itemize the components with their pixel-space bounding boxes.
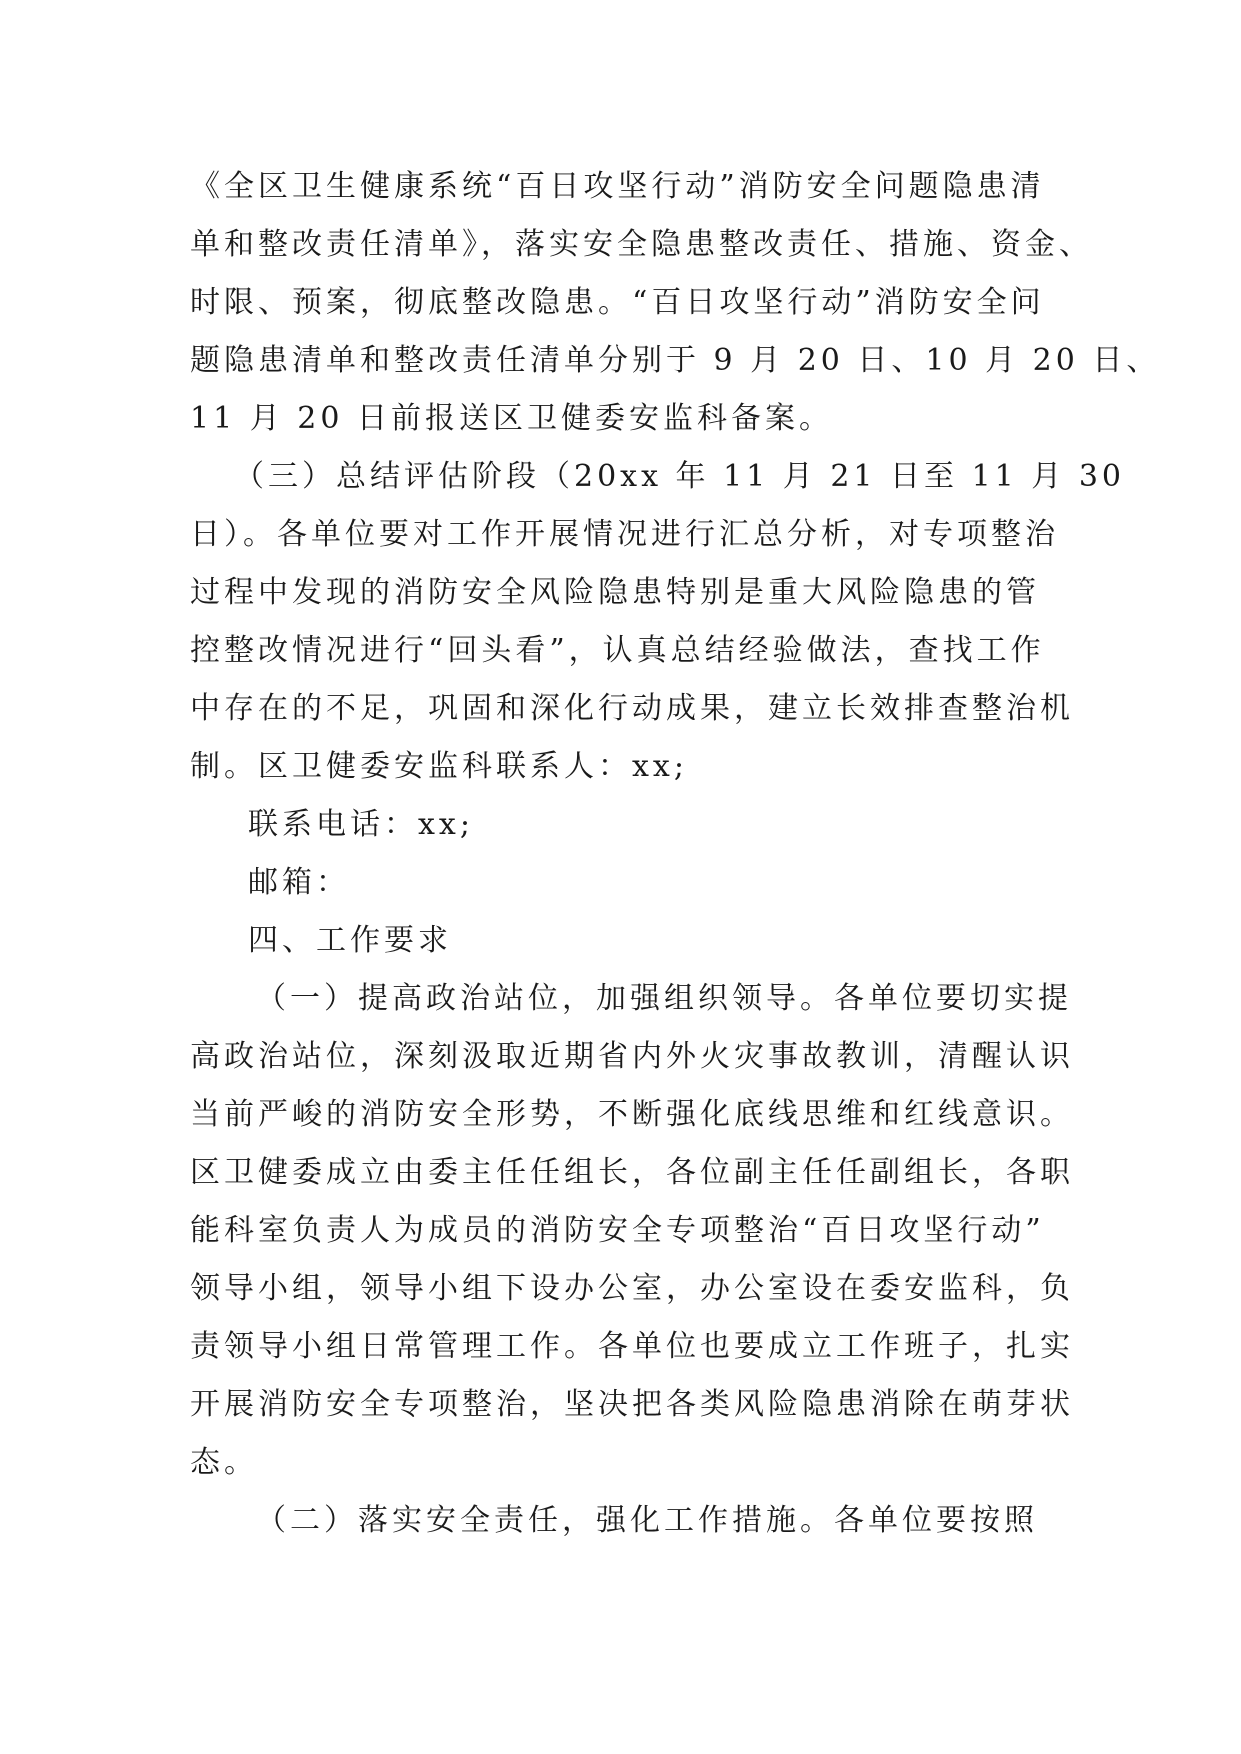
text-line: 开展消防安全专项整治，坚决把各类风险隐患消除在萌芽状 bbox=[190, 1387, 1074, 1422]
text-line: 高政治站位，深刻汲取近期省内外火灾事故教训，清醒认识 bbox=[190, 1039, 1074, 1074]
text-line: 题隐患清单和整改责任清单分别于 9 月 20 日、10 月 20 日、 bbox=[190, 343, 1161, 378]
text-line: 领导小组，领导小组下设办公室，办公室设在委安监科，负 bbox=[190, 1271, 1074, 1306]
text-line: 单和整改责任清单》，落实安全隐患整改责任、措施、资金、 bbox=[190, 227, 1093, 262]
text-line: 态。 bbox=[190, 1445, 258, 1480]
text-line: 过程中发现的消防安全风险隐患特别是重大风险隐患的管 bbox=[190, 575, 1040, 610]
text-line: 制。区卫健委安监科联系人：xx; bbox=[190, 749, 688, 784]
text-line: 能科室负责人为成员的消防安全专项整治“百日攻坚行动” bbox=[190, 1213, 1045, 1248]
text-line: 区卫健委成立由委主任任组长，各位副主任任副组长，各职 bbox=[190, 1155, 1074, 1190]
section-heading-line: （三）总结评估阶段（20xx 年 11 月 21 日至 11 月 30 bbox=[234, 459, 1125, 494]
text-line: 责领导小组日常管理工作。各单位也要成立工作班子，扎实 bbox=[190, 1329, 1074, 1364]
contact-phone-line: 联系电话：xx; bbox=[248, 807, 474, 842]
contact-email-line: 邮箱： bbox=[248, 865, 350, 900]
section-heading-line: （二）落实安全责任，强化工作措施。各单位要按照 bbox=[256, 1503, 1038, 1538]
text-line: 日）。各单位要对工作开展情况进行汇总分析，对专项整治 bbox=[190, 517, 1059, 552]
text-line: 《全区卫生健康系统“百日攻坚行动”消防安全问题隐患清 bbox=[190, 169, 1045, 204]
text-line: 中存在的不足，巩固和深化行动成果，建立长效排查整治机 bbox=[190, 691, 1074, 726]
section-title: 四、工作要求 bbox=[248, 923, 452, 958]
text-line: 当前严峻的消防安全形势，不断强化底线思维和红线意识。 bbox=[190, 1097, 1074, 1132]
section-heading-line: （一）提高政治站位，加强组织领导。各单位要切实提 bbox=[256, 981, 1072, 1016]
document-body bbox=[190, 158, 1161, 1550]
text-line: 控整改情况进行“回头看”，认真总结经验做法，查找工作 bbox=[190, 633, 1045, 668]
text-line: 11 月 20 日前报送区卫健委安监科备案。 bbox=[190, 401, 833, 436]
text-line: 时限、预案，彻底整改隐患。“百日攻坚行动”消防安全问 bbox=[190, 285, 1045, 320]
